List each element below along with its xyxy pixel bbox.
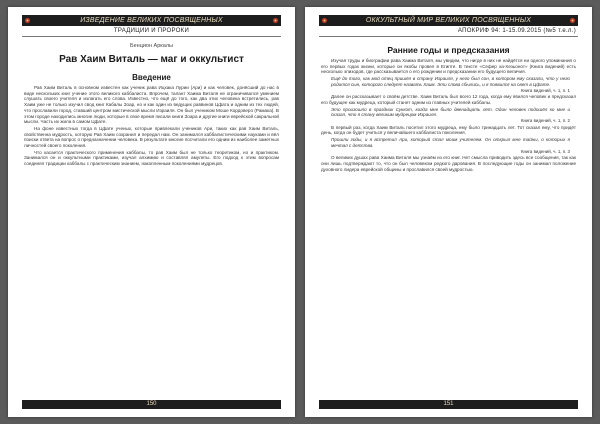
article-title: Ранние годы и предсказания [387, 45, 510, 55]
page-footer [22, 400, 281, 409]
quote: Прошли годы, и я встретил Ари, который стал моим учителем. Он открыл мне тайны, о которых я мечтал с детства. [331, 137, 570, 148]
article-body [321, 58, 576, 172]
header-title: ОККУЛЬТНЫЙ МИР ВЕЛИКИХ ПОСВЯЩЕННЫХ [365, 17, 532, 24]
page-number: 150 [146, 401, 157, 407]
paragraph: О великих душах рава Хаима Виталя мы узнаём из его книг. Нет смысла приводить здесь все сообщения, так как они лишь подтверждают то, что он был человеком редкого дарования. В последующие годы он занимал положение духовного лидера еврейской общины и прославился своей мудростью. [321, 155, 576, 172]
page-number: 151 [443, 401, 454, 407]
section-heading: Введение [132, 73, 171, 82]
paragraph: Рав Хаим Виталь в основном известен как ученик рава Ицхака Лурии (Ари) и как человек, донёсший до нас в виде нескольких книг учение этого великого каббалиста. Впрочем, талант Хаима Виталя не ограничивался умением слушать своего учителя и излагать его слова. Известно, что ещё до того, как два этих человека встретились, рав Хаим уже не только изучил свод книг Кабалы Зоар, но и как один из ведущих раввинов Цфата и одним из тех людей, что прославили город, ставший центром мистической мысли Израиля. Он был учеником Моше Кордоверо (Рамака). В этом городе находились многие люди, которые в свое время писали книги Зоара и другие книги еврейской сакральной мысли. Часть их жила в самом Цфате. [24, 85, 279, 125]
ornament-icon [569, 17, 576, 24]
citation: Книга видений, ч. 1, п. 1 [520, 87, 570, 93]
citation: Книга видений, ч. 1, п. 3 [520, 148, 570, 154]
paragraph: В первый раз, когда Хаим Виталь посетил этого мудреца, ему было тринадцать лет. Тот сказал ему, что придёт день, когда он будет учиться у величайшего каббалиста поколения. [321, 124, 576, 136]
quote: Ещё до того, как мой отец пришёл в страну Израиля, у него был сон, в котором ему сказали, что у него родится сын, которого следует назвать Хаим. Эти слова сбылись, и я появился на свет в Цфате. [331, 76, 570, 87]
article-title: Рав Хаим Виталь — маг и оккультист [59, 54, 244, 65]
paragraph: Изучая труды и биографии рава Хаима Виталя, мы увидим, что нигде в них не найдётся ни одного упоминания о его первых годах жизни, которые он якобы провел в Египте. В тексте «Сефер ха-Хезьонот» (Книга видений) есть несколько эпизодов, где рассказывается о его рождении и предсказании его будущего величия. [321, 58, 576, 75]
page-header [22, 15, 281, 26]
divider [22, 36, 281, 37]
ornament-icon [272, 17, 279, 24]
paragraph: Что касается практического применения каббалы, то рав Хаим был не только теоретиком, но и практиком. Занимался он и оккультными практиками, изучал алхимию и составлял амулеты. Его подход к этим вопросам соединял традиции каббалы с практическим знанием, накопленным поколениями мудрецов. [24, 149, 279, 167]
article-body [24, 85, 279, 167]
quote: Это произошло в праздник Суккот, когда мне было двенадцать лет. Один человек подошёл ко мне и сказал, что я стану великим мудрецом Израиля. [331, 106, 570, 118]
page-header [319, 15, 578, 26]
citation: Книга видений, ч. 1, п. 2 [520, 118, 570, 124]
page-footer [319, 400, 578, 409]
paragraph: Далее он рассказывает о своём детстве. Хаим Виталь был всего 12 года, когда ему явился человек и предсказал его будущее как мудреца, который станет одним из главных учителей каббалы. [321, 94, 576, 105]
header-title: ИЗВЕДЕНИЕ ВЕЛИКИХ ПОСВЯЩЕННЫХ [80, 17, 223, 24]
right-page [305, 7, 592, 417]
ornament-icon [321, 17, 328, 24]
paragraph: На фоне известных тогда в Цфате ученых, которые привлекали учеников Ари, таких как рав Хаим Виталь, свойственна мудрость, которую Рав Хаим сохранил и передал нам. Он занимался каббалистическими науками и вёл поиски ответа на вопрос о предназначении человека. В результате многие посчитали его одним из наиболее заметных личностей своего поколения. [24, 125, 280, 149]
section-name: ТРАДИЦИИ И ПРОРОКИ [113, 28, 190, 34]
left-page [8, 7, 295, 417]
ornament-icon [24, 17, 31, 24]
author-name: Бенцион Аркалы [129, 43, 174, 49]
divider [319, 36, 578, 37]
issue-label: АПОКРИФ 94: 1-15.09.2015 (№5 т.е.л.) [457, 28, 576, 34]
